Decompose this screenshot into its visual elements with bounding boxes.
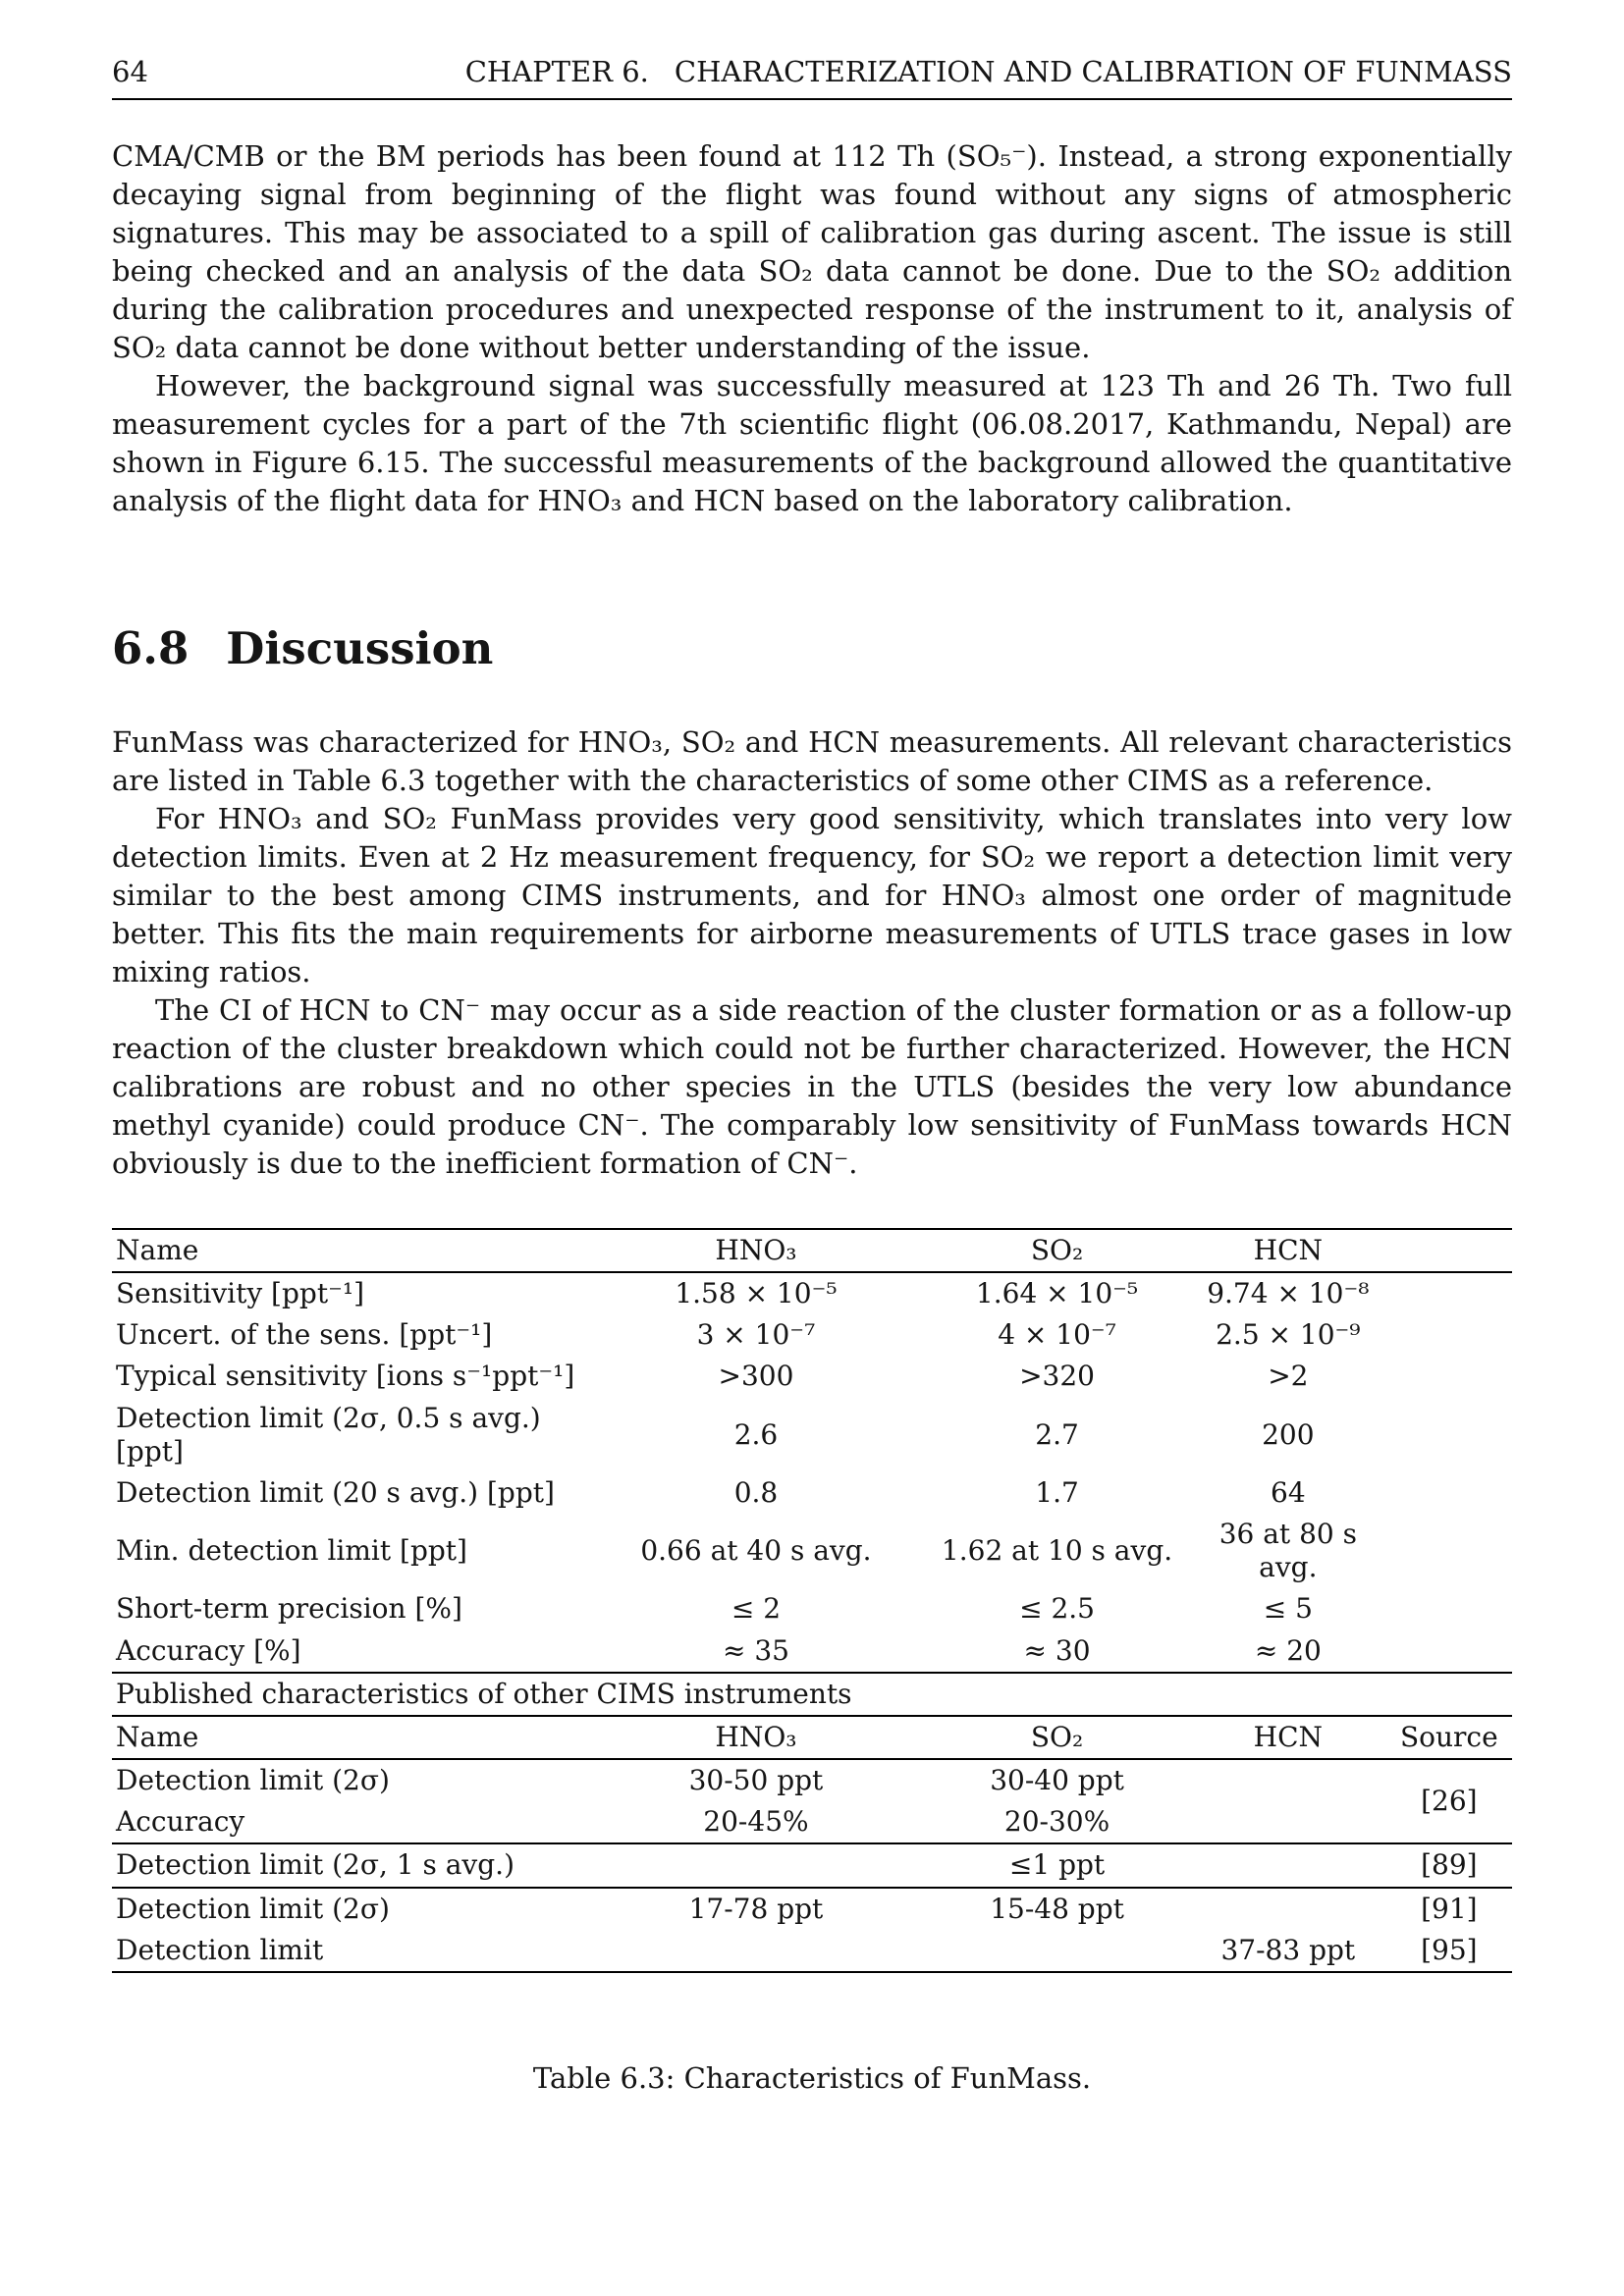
- paragraph: For HNO₃ and SO₂ FunMass provides very good sensitivity, which translates into very low detection limits. Even at 2 Hz measurement frequency, for SO₂ we report a detection limit very similar to the best among CIMS instruments, and for HNO₃ almost one order of magnitude better. This fits the main requirements for airborne measurements of UTLS trace gases in low mixing ratios.: [112, 802, 1512, 988]
- value-cell: 1.58 × 10⁻⁵: [675, 1277, 838, 1310]
- table-row: [112, 1843, 1512, 1887]
- value-cell: ≤ 2: [731, 1592, 782, 1626]
- value-cell: 3 × 10⁻⁷: [696, 1318, 816, 1352]
- value-cell: 4 × 10⁻⁷: [998, 1318, 1116, 1352]
- column-header: SO₂: [1030, 1720, 1084, 1753]
- table-row: [112, 1930, 1512, 1972]
- row-label-cell: Detection limit: [116, 1933, 324, 1966]
- value-cell: 20-45%: [703, 1805, 809, 1839]
- table-row: [112, 1588, 1512, 1629]
- value-cell: ≤ 5: [1263, 1592, 1313, 1626]
- empty-cell: [1386, 1630, 1512, 1673]
- section-heading: [112, 622, 1512, 674]
- value-cell: 9.74 × 10⁻⁸: [1207, 1277, 1370, 1310]
- empty-cell: [1386, 1398, 1512, 1472]
- chapter-label: CHAPTER 6.: [464, 55, 649, 88]
- value-cell: 30-40 ppt: [990, 1764, 1124, 1797]
- row-label-cell: Detection limit (2σ): [116, 1892, 390, 1925]
- value-cell: 30-50 ppt: [688, 1764, 824, 1797]
- value-cell: >2: [1268, 1360, 1309, 1393]
- empty-cell: [1386, 1272, 1512, 1314]
- value-cell: 20-30%: [1003, 1805, 1110, 1839]
- column-header: Source: [1399, 1720, 1498, 1753]
- value-cell: ≈ 20: [1254, 1633, 1322, 1667]
- source-cell: [91]: [1421, 1892, 1478, 1925]
- row-label-cell: Detection limit (2σ): [116, 1764, 390, 1797]
- row-label-cell: Min. detection limit [ppt]: [116, 1534, 467, 1568]
- column-header: HCN: [1253, 1234, 1323, 1266]
- paragraph: However, the background signal was successfully measured at 123 Th and 26 Th. Two full measurement cycles for a part of the 7th scientific flight (06.08.2017, Kathmandu, Nepal) are shown in Figure 6.15. The successful measurements of the background allowed the quantitative analysis of the flight data for HNO₃ and HCN based on the laboratory calibration.: [112, 369, 1512, 517]
- table-section-title: Published characteristics of other CIMS instruments: [116, 1677, 852, 1710]
- row-label-cell: Accuracy: [116, 1805, 245, 1839]
- value-cell: ≈ 35: [722, 1633, 789, 1667]
- value-cell: 37-83 ppt: [1220, 1933, 1356, 1966]
- value-cell: [1190, 1759, 1386, 1801]
- row-label-cell: Typical sensitivity [ions s⁻¹ppt⁻¹]: [116, 1360, 575, 1393]
- chapter-title: CHARACTERIZATION AND CALIBRATION OF FUNMASS: [674, 55, 1512, 88]
- paragraph: The CI of HCN to CN⁻ may occur as a side reaction of the cluster formation or as a follow-up reaction of the cluster breakdown which could not be further characterized. However, the HCN calibrations are robust and no other species in the UTLS (besides the very low abundance methyl cyanide) could produce CN⁻. The comparably low sensitivity of FunMass towards HCN obviously is due to the inefficient formation of CN⁻.: [112, 993, 1512, 1180]
- value-cell: 2.6: [733, 1417, 779, 1451]
- row-label-cell: Detection limit (2σ, 1 s avg.): [116, 1848, 514, 1882]
- source-cell: [95]: [1421, 1933, 1478, 1966]
- value-cell: 1.64 × 10⁻⁵: [975, 1277, 1139, 1310]
- section-number: 6.8: [112, 622, 189, 674]
- empty-cell: [1386, 1588, 1512, 1629]
- value-cell: 1.7: [1035, 1475, 1079, 1509]
- value-cell: [1190, 1801, 1386, 1843]
- column-header: Name: [116, 1720, 199, 1753]
- value-cell: >320: [1019, 1360, 1095, 1393]
- row-label-cell: Sensitivity [ppt⁻¹]: [116, 1277, 365, 1310]
- running-header: [112, 55, 1512, 88]
- empty-cell: [1386, 1514, 1512, 1588]
- page-number: 64: [112, 55, 148, 88]
- value-cell: 17-78 ppt: [688, 1892, 824, 1925]
- empty-cell: [1386, 1314, 1512, 1356]
- value-cell: 2.5 × 10⁻⁹: [1216, 1318, 1361, 1352]
- paragraph: CMA/CMB or the BM periods has been found at 112 Th (SO₅⁻). Instead, a strong exponentially decaying signal from beginning of the flight was found without any signs of atmospheric signatures. This may be associated to a spill of calibration gas during ascent. The issue is still being checked and an analysis of the data SO₂ data cannot be done. Due to the SO₂ addition during the calibration procedures and unexpected response of the instrument to it, analysis of SO₂ data cannot be done without better understanding of the issue.: [112, 139, 1512, 364]
- table-row: [112, 1472, 1512, 1514]
- value-cell: 0.8: [733, 1475, 779, 1509]
- value-cell: ≤ 2.5: [1019, 1592, 1095, 1626]
- source-cell: [89]: [1421, 1848, 1478, 1882]
- value-cell: [924, 1930, 1190, 1972]
- value-cell: [588, 1930, 924, 1972]
- value-cell: [1190, 1888, 1386, 1930]
- table-row: [112, 1398, 1512, 1472]
- table-caption: Table 6.3: Characteristics of FunMass.: [532, 2060, 1092, 2095]
- table-row: [112, 1514, 1512, 1588]
- value-cell: 200: [1262, 1417, 1315, 1451]
- table-section-row: [112, 1673, 1512, 1716]
- table-row: [112, 1759, 1512, 1801]
- row-label-cell: Accuracy [%]: [116, 1633, 301, 1667]
- column-header: HCN: [1253, 1720, 1323, 1753]
- table-row: [112, 1630, 1512, 1673]
- table-row: [112, 1888, 1512, 1930]
- value-cell: ≤1 ppt: [1008, 1848, 1106, 1882]
- empty-cell: [1386, 1356, 1512, 1397]
- value-cell: 36 at 80 s avg.: [1218, 1518, 1357, 1584]
- table-row: [112, 1356, 1512, 1397]
- table-row: [112, 1272, 1512, 1314]
- table-header-row: [112, 1716, 1512, 1759]
- value-cell: 2.7: [1035, 1417, 1079, 1451]
- value-cell: 64: [1271, 1475, 1306, 1509]
- paragraph: FunMass was characterized for HNO₃, SO₂ and HCN measurements. All relevant characteristics are listed in Table 6.3 together with the characteristics of some other CIMS as a reference.: [112, 725, 1512, 797]
- section-title: Discussion: [226, 622, 494, 674]
- empty-cell: [1386, 1229, 1512, 1272]
- empty-cell: [1386, 1472, 1512, 1514]
- characteristics-table: [112, 1228, 1512, 1973]
- value-cell: ≈ 30: [1023, 1633, 1091, 1667]
- value-cell: [1190, 1843, 1386, 1887]
- row-label-cell: Detection limit (20 s avg.) [ppt]: [116, 1475, 555, 1509]
- row-label-cell: Uncert. of the sens. [ppt⁻¹]: [116, 1318, 493, 1352]
- table-row: [112, 1314, 1512, 1356]
- running-title: [465, 55, 1512, 88]
- row-label-cell: Short-term precision [%]: [116, 1592, 462, 1626]
- row-label-cell: Detection limit (2σ, 0.5 s avg.) [ppt]: [116, 1401, 541, 1468]
- column-header: HNO₃: [715, 1234, 797, 1266]
- value-cell: [588, 1843, 924, 1887]
- table-row: [112, 1801, 1512, 1843]
- table-header-row: [112, 1229, 1512, 1272]
- value-cell: >300: [718, 1360, 794, 1393]
- column-header: SO₂: [1030, 1234, 1084, 1266]
- value-cell: 15-48 ppt: [990, 1892, 1124, 1925]
- header-rule: [112, 98, 1512, 100]
- column-header: HNO₃: [715, 1720, 797, 1753]
- value-cell: 0.66 at 40 s avg.: [640, 1534, 872, 1568]
- value-cell: 1.62 at 10 s avg.: [941, 1534, 1173, 1568]
- source-cell: [26]: [1421, 1785, 1478, 1818]
- column-header: Name: [116, 1234, 199, 1266]
